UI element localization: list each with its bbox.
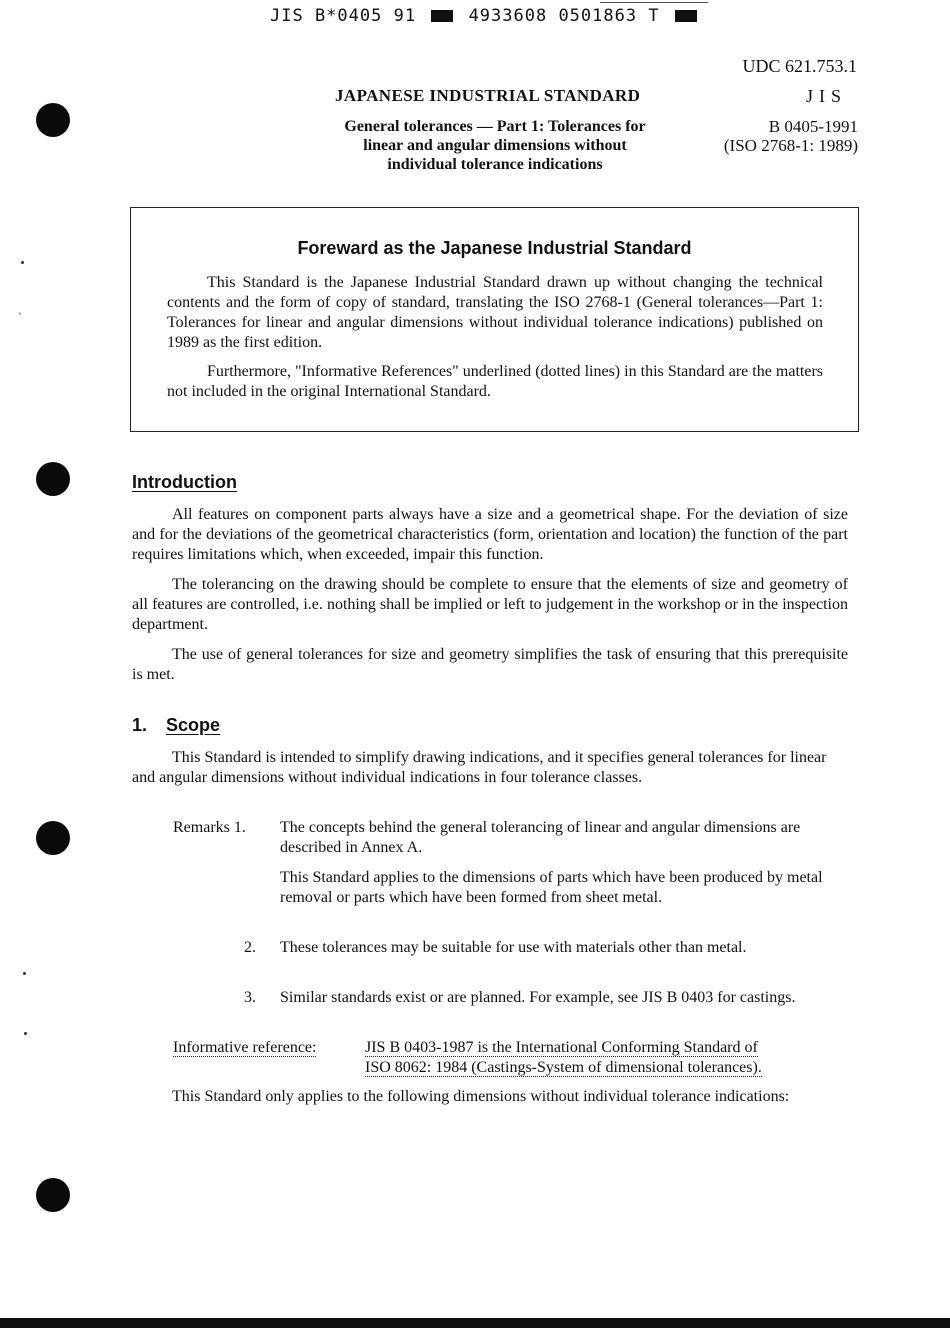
foreword-paragraph: This Standard is the Japanese Industrial Standard drawn up without changing the technical contents and the form of copy of standard, translating the ISO 2768-1 (General tolerances—Part 1: Tolerances for linear and angular dimensions without individual tolerance indications) published on 1989 as the first edition.: [167, 274, 823, 351]
standard-organization-title: JAPANESE INDUSTRIAL STANDARD: [335, 86, 641, 105]
scope-paragraph: This Standard is intended to simplify drawing indications, and it specifies general tolerances for linear and angular dimensions without individual indications in four tolerance classes.: [132, 749, 827, 786]
binder-hole-icon: [36, 103, 70, 137]
introduction-heading: Introduction: [132, 472, 237, 492]
introduction-body: [132, 505, 848, 685]
foreword-title: Foreward as the Japanese Industrial Standard: [297, 238, 692, 258]
scope-title: Scope: [166, 715, 221, 735]
redaction-block: [431, 10, 453, 22]
jis-label: JIS: [805, 86, 847, 106]
scope-applies-paragraph: This Standard only applies to the following dimensions without individual tolerance indications:: [172, 1088, 790, 1105]
scan-speck: [23, 972, 26, 975]
scan-mark: ˋ: [18, 310, 22, 324]
informative-reference-line: ISO 8062: 1984 (Castings-System of dimensional tolerances).: [365, 1059, 762, 1076]
document-code-part1: JIS B*0405 91: [270, 6, 417, 26]
remark-3-number: 3.: [244, 989, 256, 1006]
introduction-paragraph: The use of general tolerances for size and geometry simplifies the task of ensuring that this prerequisite is met.: [132, 646, 848, 683]
introduction-paragraph: All features on component parts always have a size and a geometrical shape. For the deviation of size and for the deviations of the geometrical characteristics (form, orientation and location) the function of the part requires limitations which, when exceeded, impair this function.: [132, 506, 848, 563]
document-code-part2: 4933608 0501863 T: [468, 6, 660, 26]
informative-reference-label: Informative reference:: [173, 1039, 317, 1056]
udc-number: UDC 621.753.1: [742, 56, 857, 76]
scan-speck: [21, 261, 24, 264]
document-code-line: [270, 6, 700, 26]
foreword-body: [167, 273, 823, 402]
standard-title-line: individual tolerance indications: [387, 156, 603, 173]
standard-title: [290, 117, 700, 174]
standard-title-line: General tolerances — Part 1: Tolerances for: [344, 118, 646, 135]
binder-hole-icon: [36, 821, 70, 855]
scope-heading: [132, 715, 220, 736]
standard-title-line: linear and angular dimensions without: [363, 137, 627, 154]
introduction-paragraph: The tolerancing on the drawing should be complete to ensure that the elements of size and geometry of all features are controlled, i.e. nothing shall be implied or left to judgement in the workshop or in the inspection department.: [132, 576, 848, 633]
remarks-label: Remarks 1.: [173, 819, 246, 836]
remark-1b: This Standard applies to the dimensions of parts which have been produced by metal removal or parts which have been formed from sheet metal.: [280, 869, 823, 906]
remark-1a: The concepts behind the general tolerancing of linear and angular dimensions are described in Annex A.: [280, 819, 801, 856]
standard-number-line: B 0405-1991: [768, 117, 858, 136]
binder-hole-icon: [36, 462, 70, 496]
foreword-paragraph: Furthermore, "Informative References" underlined (dotted lines) in this Standard are the matters not included in the original International Standard.: [167, 363, 823, 400]
standard-number-line: (ISO 2768-1: 1989): [723, 136, 858, 155]
informative-reference-line: JIS B 0403-1987 is the International Conforming Standard of: [365, 1039, 758, 1056]
remark-3: Similar standards exist or are planned. For example, see JIS B 0403 for castings.: [280, 989, 796, 1006]
scan-speck: [24, 1032, 27, 1035]
top-rule: [600, 2, 708, 3]
remark-2-number: 2.: [244, 939, 256, 956]
remark-2: These tolerances may be suitable for use with materials other than metal.: [280, 939, 747, 956]
binder-hole-icon: [36, 1178, 70, 1212]
page-bottom-edge: [0, 1318, 950, 1328]
scope-number: 1.: [132, 715, 148, 735]
standard-number: [688, 117, 858, 155]
redaction-block: [675, 10, 697, 22]
